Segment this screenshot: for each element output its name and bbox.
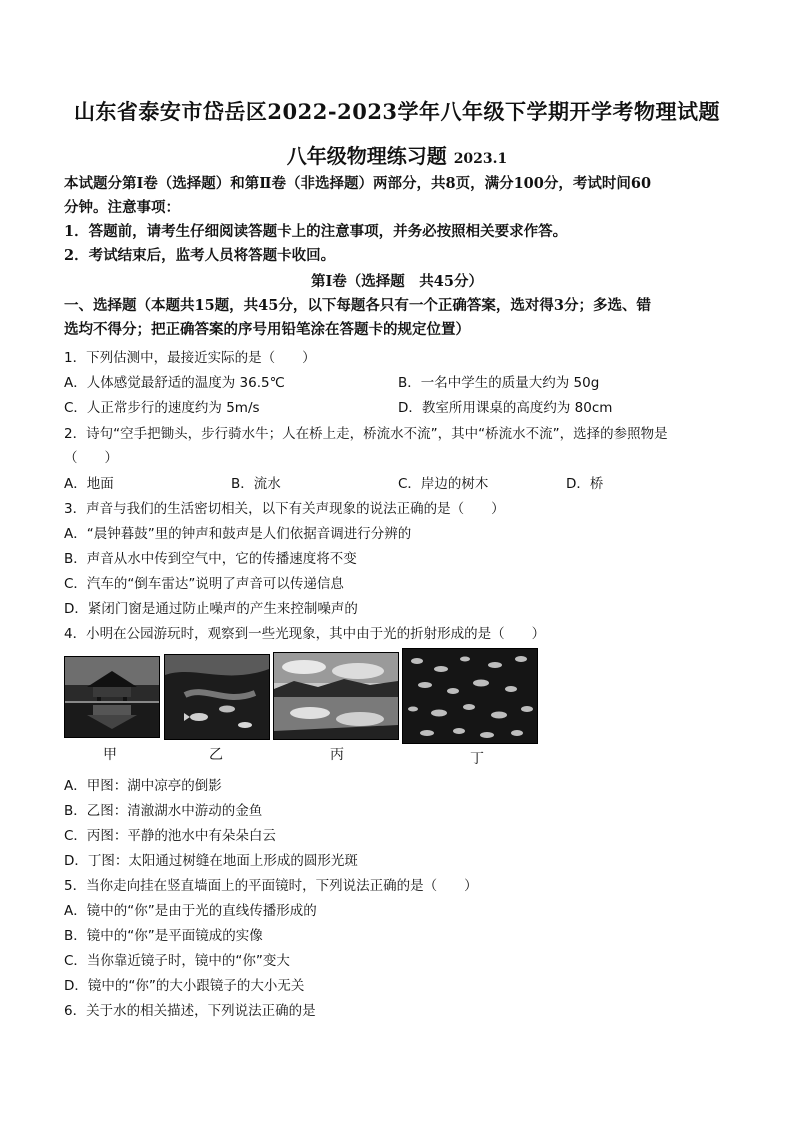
q4-option-b: B．乙图：清澈湖水中游动的金鱼	[64, 803, 263, 819]
q5-stem: 5．当你走向挂在竖直墙面上的平面镜时，下列说法正确的是（ ）	[64, 878, 478, 894]
section-instruction-1: 一、选择题（本题共15题，共45分，以下每题各只有一个正确答案，选对得3分；多选、错	[64, 297, 651, 314]
q2-option-a: A．地面	[64, 476, 114, 492]
q3-option-c: C．汽车的“倒车雷达”说明了声音可以传递信息	[64, 576, 344, 592]
q1-option-c: C．人正常步行的速度约为 5m/s	[64, 400, 260, 416]
subtitle-year: 2023.1	[453, 151, 508, 167]
caption-bing: 丙	[330, 747, 344, 763]
q2-option-c: C．岸边的树木	[398, 476, 489, 492]
q1-option-d: D．教室所用课桌的高度约为 80cm	[398, 400, 613, 416]
intro-line-1: 本试题分第Ⅰ卷（选择题）和第Ⅱ卷（非选择题）两部分，共8页，满分100分，考试时间60	[64, 175, 652, 192]
subtitle-main: 八年级物理练习题	[286, 144, 447, 168]
q3-stem: 3．声音与我们的生活密切相关，以下有关声现象的说法正确的是（ ）	[64, 501, 505, 517]
intro-line-2: 分钟。注意事项：	[64, 199, 180, 216]
q3-option-a: A．“晨钟暮鼓”里的钟声和鼓声是人们依据音调进行分辨的	[64, 526, 412, 542]
q2-option-b: B．流水	[231, 476, 281, 492]
q2-stem: 2．诗句“空手把锄头，步行骑水牛；人在桥上走，桥流水不流”，其中“桥流水不流”，选择的参照物是	[64, 426, 668, 442]
photo-bing-clouds	[273, 652, 399, 740]
exam-subtitle	[0, 140, 794, 169]
photo-ding-light-spots	[402, 648, 538, 744]
q6-stem: 6．关于水的相关描述，下列说法正确的是	[64, 1003, 316, 1019]
caption-yi: 乙	[209, 747, 223, 763]
caption-jia: 甲	[103, 747, 117, 763]
section-heading: 第Ⅰ卷（选择题 共45分）	[311, 273, 483, 290]
q2-option-d: D．桥	[566, 476, 604, 492]
q2-stem-cont: （ ）	[64, 450, 118, 466]
section-instruction-2: 选均不得分；把正确答案的序号用铅笔涂在答题卡的规定位置）	[64, 321, 470, 338]
exam-title: 山东省泰安市岱岳区2022-2023学年八年级下学期开学考物理试题	[73, 99, 721, 124]
caption-ding: 丁	[470, 751, 484, 767]
note-1: 1．答题前，请考生仔细阅读答题卡上的注意事项，并务必按照相关要求作答。	[64, 223, 568, 240]
note-2: 2．考试结束后，监考人员将答题卡收回。	[64, 247, 336, 264]
photo-jia-pavilion	[64, 656, 160, 738]
q1-option-b: B．一名中学生的质量大约为 50g	[398, 375, 600, 391]
q4-option-c: C．丙图：平静的池水中有朵朵白云	[64, 828, 276, 844]
q4-option-a: A．甲图：湖中凉亭的倒影	[64, 778, 222, 794]
photo-yi-goldfish	[164, 654, 270, 740]
q5-option-a: A．镜中的“你”是由于光的直线传播形成的	[64, 903, 317, 919]
q4-option-d: D．丁图：太阳通过树缝在地面上形成的圆形光斑	[64, 853, 358, 869]
q5-option-d: D．镜中的“你”的大小跟镜子的大小无关	[64, 978, 305, 994]
q5-option-c: C．当你靠近镜子时，镜中的“你”变大	[64, 953, 290, 969]
q1-stem: 1．下列估测中，最接近实际的是（ ）	[64, 350, 316, 366]
q3-option-b: B．声音从水中传到空气中，它的传播速度将不变	[64, 551, 357, 567]
q4-stem: 4．小明在公园游玩时，观察到一些光现象，其中由于光的折射形成的是（ ）	[64, 626, 546, 642]
q3-option-d: D．紧闭门窗是通过防止噪声的产生来控制噪声的	[64, 601, 358, 617]
q1-option-a: A．人体感觉最舒适的温度为 36.5℃	[64, 375, 285, 391]
q5-option-b: B．镜中的“你”是平面镜成的实像	[64, 928, 263, 944]
